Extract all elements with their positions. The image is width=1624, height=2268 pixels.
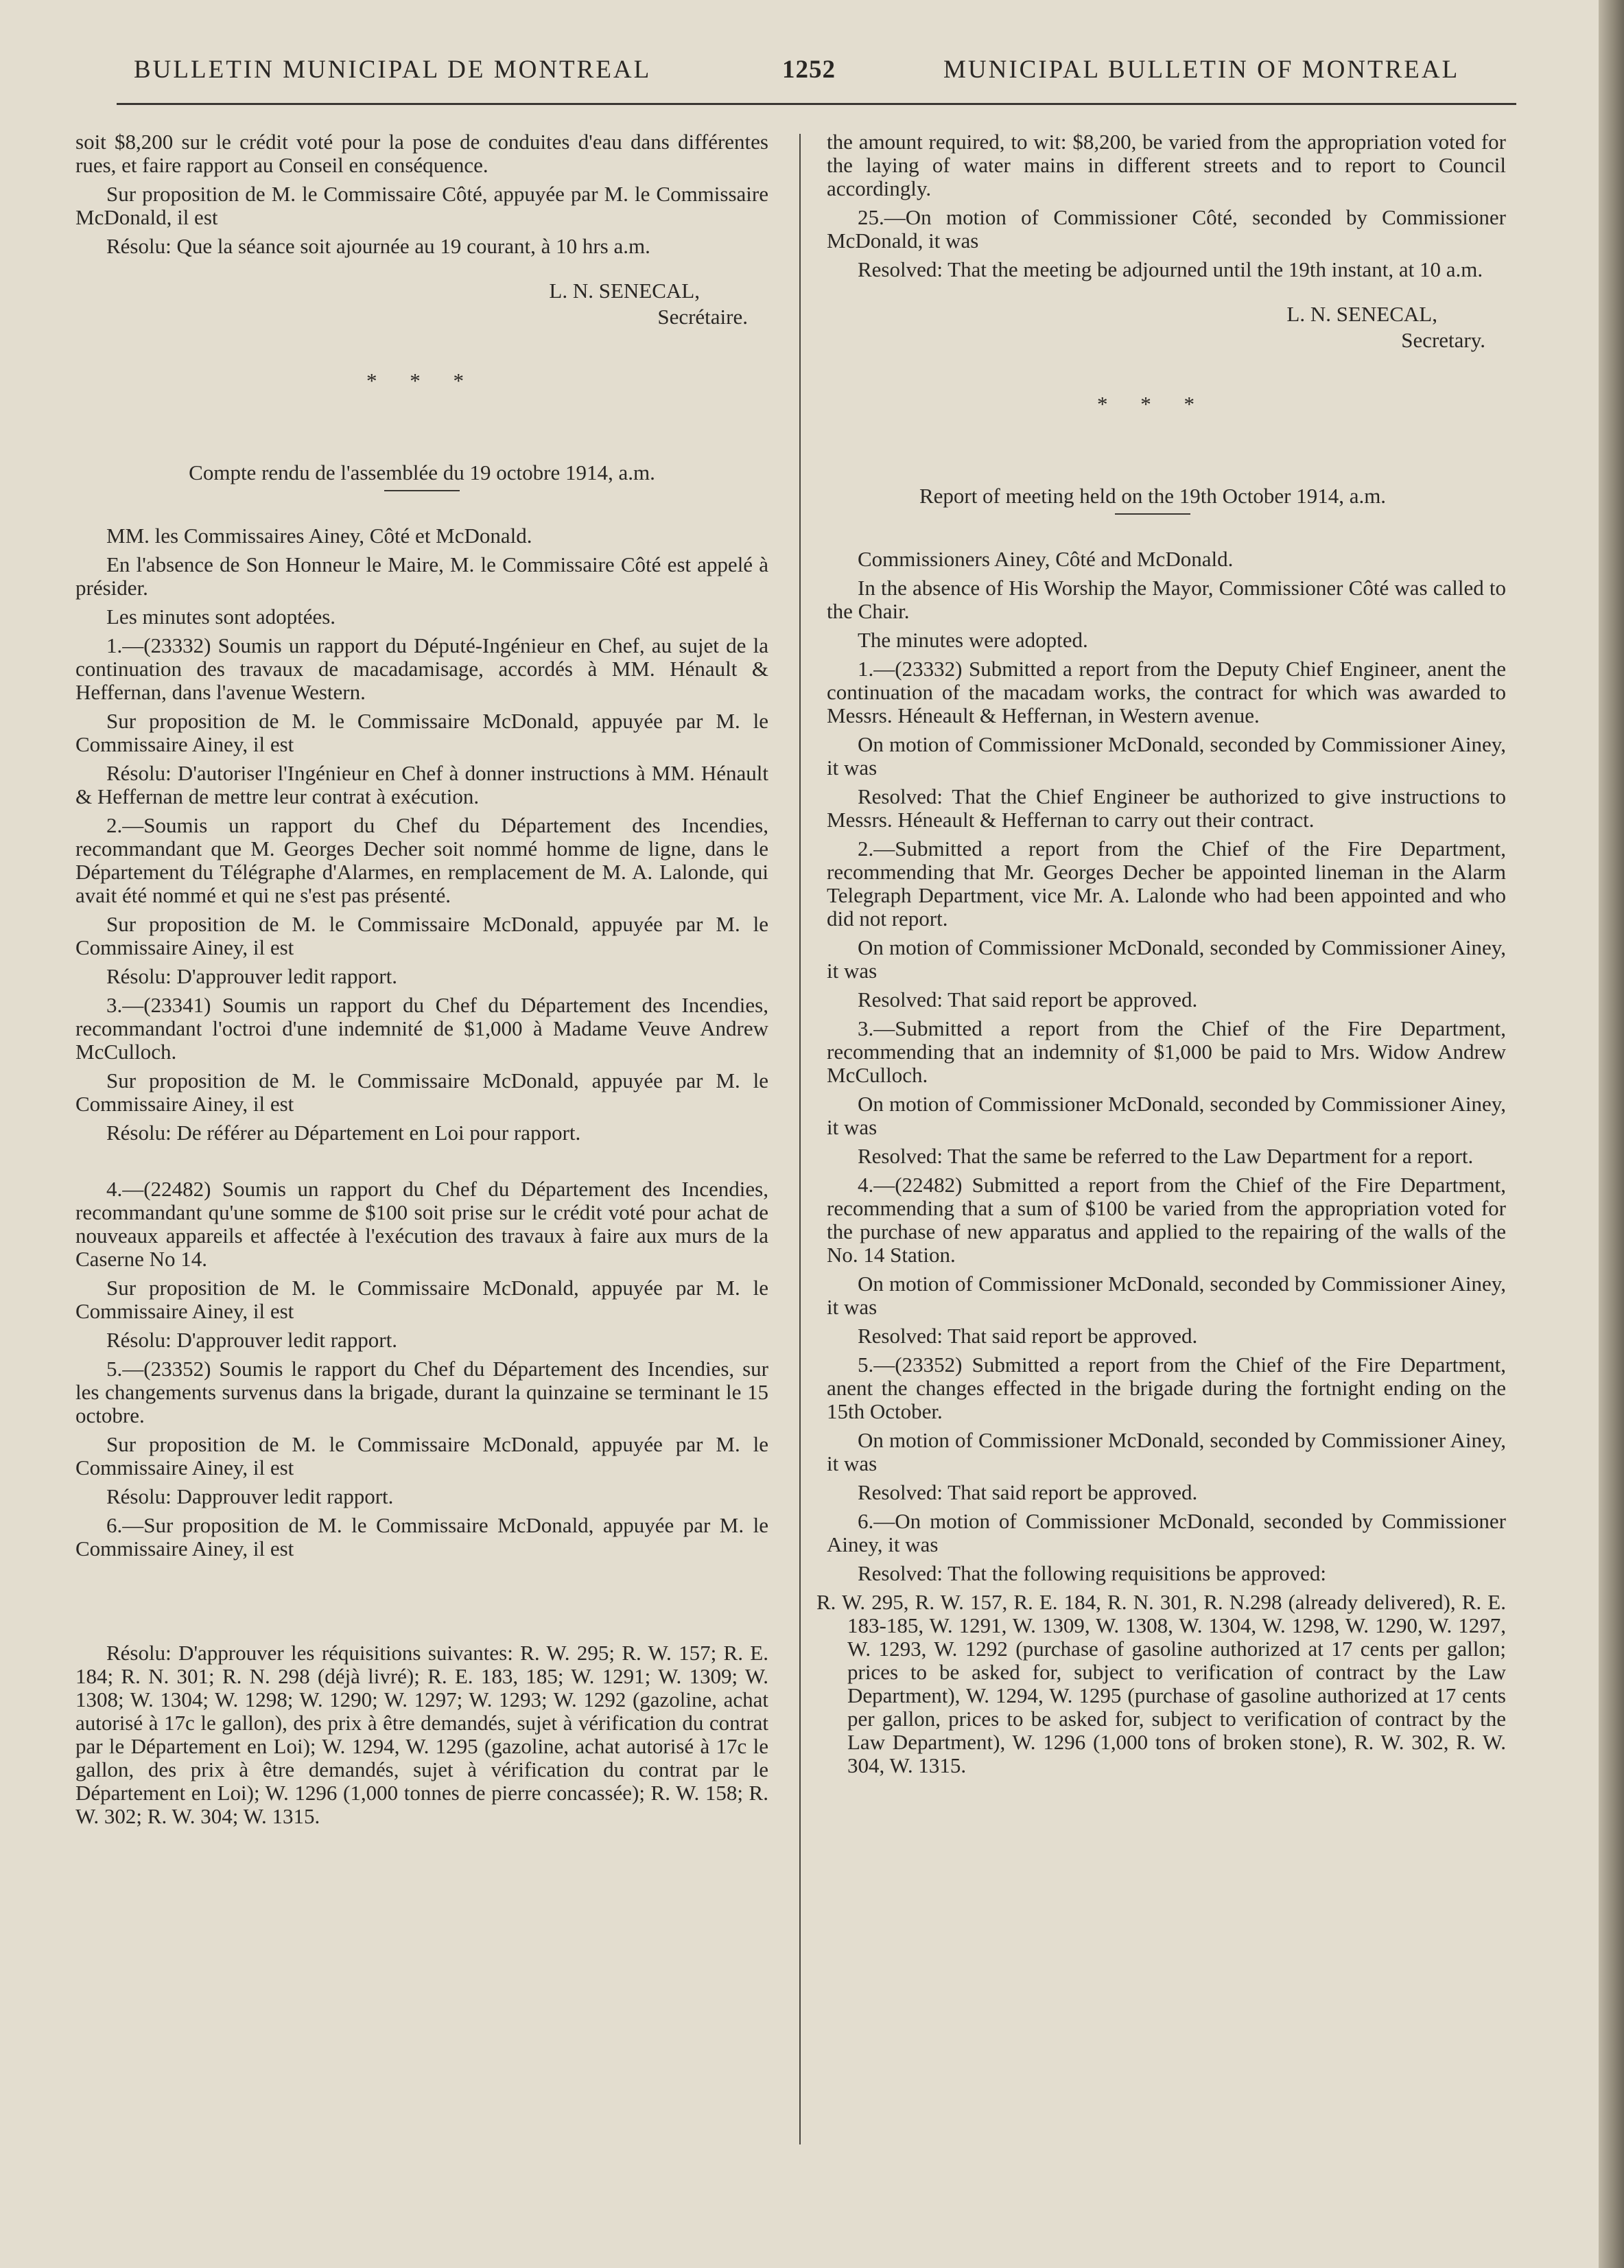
header-title-french: BULLETIN MUNICIPAL DE MONTREAL [134,56,652,84]
paragraph: Resolved: That the Chief Engineer be authorized to give instructions to Messrs. Héneault & Heffernan to carry out their contract. [827,784,1506,832]
paragraph: On motion of Commissioner McDonald, seconded by Commissioner Ainey, it was [827,1428,1506,1475]
spacer [75,1150,768,1178]
paragraph: Sur proposition de M. le Commissaire McDonald, appuyée par M. le Commissaire Ainey, il est [75,1432,768,1480]
header-rule [117,103,1516,105]
signature-role: Secretary. [1401,328,1485,352]
report-title: Compte rendu de l'assemblée du 19 octobre 1914, a.m. [189,460,655,484]
paragraph: Resolved: That said report be approved. [858,1324,1198,1348]
paragraph: On motion of Commissioner McDonald, seconded by Commissioner Ainey, it was [827,732,1506,780]
paragraph: Sur proposition de M. le Commissaire McDonald, appuyée par M. le Commissaire Ainey, il est [75,912,768,959]
report-title: Report of meeting held on the 19th October 1914, a.m. [919,484,1387,508]
paragraph: Résolu: D'autoriser l'Ingénieur en Chef à donner instructions à MM. Hénault & Heffernan de mettre leur contrat à exécution. [75,761,768,808]
english-column [799,130,1506,1783]
paragraph: 3.—Submitted a report from the Chief of the Fire Department, recommending that an indemnity of $1,000 be paid to Mrs. Widow Andrew McCulloch. [827,1016,1506,1087]
paragraph: En l'absence de Son Honneur le Maire, M. le Commissaire Côté est appelé à présider. [75,552,768,600]
signature-name: L. N. SENECAL, [549,279,700,303]
paragraph: Résolu: De référer au Département en Loi pour rapport. [106,1121,581,1145]
title-dash [1115,513,1190,515]
paragraph: 25.—On motion of Commissioner Côté, seconded by Commissioner McDonald, it was [827,205,1506,253]
paragraph: Résolu: D'approuver ledit rapport. [106,1328,397,1352]
paragraph: 2.—Submitted a report from the Chief of the Fire Department, recommending that Mr. Georges Decher be appointed lineman in the Alarm Telegraph Department, vice Mr. A. Lalonde who had been appointed and who did not report. [827,837,1506,931]
paragraph: Sur proposition de M. le Commissaire McDonald, appuyée par M. le Commissaire Ainey, il est [75,1276,768,1323]
paragraph: On motion of Commissioner McDonald, seconded by Commissioner Ainey, it was [827,1092,1506,1139]
paragraph: Résolu: Dapprouver ledit rapport. [106,1484,394,1508]
paragraph: 5.—(23352) Soumis le rapport du Chef du Département des Incendies, sur les changements survenus dans la brigade, durant la quinzaine se terminant le 15 octobre. [75,1357,768,1427]
signature-role: Secrétaire. [657,305,748,329]
paragraph: the amount required, to wit: $8,200, be varied from the appropriation voted for the laying of water mains in different streets and to report to Council accordingly. [827,130,1506,200]
paragraph: Résolu: Que la séance soit ajournée au 19 courant, à 10 hrs a.m. [106,234,650,258]
paragraph: Resolved: That the meeting be adjourned until the 19th instant, at 10 a.m. [858,257,1483,281]
paragraph: Resolved: That the following requisitions be approved: [858,1561,1327,1585]
paragraph: On motion of Commissioner McDonald, seconded by Commissioner Ainey, it was [827,935,1506,983]
page-number: 1252 [782,56,836,84]
french-column [75,130,768,1834]
paragraph: Resolved: That said report be approved. [858,1480,1198,1504]
page-header [134,55,1479,96]
paragraph: 1.—(23332) Soumis un rapport du Député-Ingénieur en Chef, au sujet de la continuation des travaux de macadamisage, accordés à MM. Hénault & Heffernan, dans l'avenue Western. [75,633,768,704]
paragraph: Resolved: That said report be approved. [858,987,1198,1012]
signature-name: L. N. SENECAL, [1286,302,1437,326]
paragraph: Sur proposition de M. le Commissaire McDonald, appuyée par M. le Commissaire Ainey, il est [75,1068,768,1116]
paragraph: 6.—Sur proposition de M. le Commissaire McDonald, appuyée par M. le Commissaire Ainey, il est [75,1513,768,1560]
paragraph: Sur proposition de M. le Commissaire McDonald, appuyée par M. le Commissaire Ainey, il est [75,709,768,756]
signature-block [75,279,748,329]
paragraph: On motion of Commissioner McDonald, seconded by Commissioner Ainey, it was [827,1272,1506,1319]
paragraph: soit $8,200 sur le crédit voté pour la pose de conduites d'eau dans différentes rues, et faire rapport au Conseil en conséquence. [75,130,768,177]
paragraph: 4.—(22482) Submitted a report from the Chief of the Fire Department, recommending that a sum of $100 be varied from the appropriation voted for the purchase of new apparatus and applied to the repairing of the walls of the No. 14 Station. [827,1173,1506,1267]
paragraph: 6.—On motion of Commissioner McDonald, seconded by Commissioner Ainey, it was [827,1509,1506,1556]
binding-edge [1599,0,1624,2268]
paragraph: MM. les Commissaires Ainey, Côté et McDonald. [106,524,532,548]
paragraph: 1.—(23332) Submitted a report from the Deputy Chief Engineer, anent the continuation of the macadam works, the contract for which was awarded to Messrs. Héneault & Heffernan, in Western avenue. [827,657,1506,727]
title-dash [384,490,460,491]
paragraph: Résolu: D'approuver ledit rapport. [106,964,397,988]
paragraph: The minutes were adopted. [858,628,1088,652]
paragraph: 5.—(23352) Submitted a report from the Chief of the Fire Department, anent the changes effected in the brigade during the fortnight ending on the 15th October. [827,1353,1506,1423]
paragraph: 4.—(22482) Soumis un rapport du Chef du Département des Incendies, recommandant qu'une somme de $100 soit prise sur le crédit voté pour achat de nouveaux appareils et affectée à l'exécution des travaux à faire aux murs de la Caserne No 14. [75,1177,768,1271]
paragraph: 2.—Soumis un rapport du Chef du Département des Incendies, recommandant que M. Georges Decher soit nommé homme de ligne, dans le Département du Télégraphe d'Alarmes, en remplacement de M. A. Lalonde, qui avait été nommé et qui ne s'est pas présenté. [75,813,768,907]
paragraph: Résolu: D'approuver les réquisitions suivantes: R. W. 295; R. W. 157; R. E. 184; R. N. 301; R. N. 298 (déjà livré); R. E. 183, 185; W. 1291; W. 1309; W. 1308; W. 1304; W. 1298; W. 1290; W. 1297; W. 1293; W. 1292 (gazoline, achat autorisé à 17c le gallon), des prix à être demandés, sujet à vérification du contrat par le Département en Loi); W. 1294, W. 1295 (gazoline, achat autorisé à 17c le gallon, des prix à être demandés, sujet à vérification du contrat par le Département en Loi); W. 1296 (1,000 tonnes de pierre concassée); R. W. 158; R. W. 302; R. W. 304; W. 1315. [75,1641,768,1828]
header-title-english: MUNICIPAL BULLETIN OF MONTREAL [943,56,1460,84]
signature-block [799,302,1485,353]
paragraph: 3.—(23341) Soumis un rapport du Chef du Département des Incendies, recommandant l'octroi d'une indemnité de $1,000 à Madame Veuve Andrew McCulloch. [75,993,768,1064]
paragraph: Commissioners Ainey, Côté and McDonald. [858,547,1234,571]
paragraph: Resolved: That the same be referred to the Law Department for a report. [858,1144,1474,1168]
paragraph: Les minutes sont adoptées. [106,605,336,629]
section-separator: * * * [1097,392,1208,416]
section-separator: * * * [366,369,478,393]
spacer [75,1566,768,1641]
paragraph: Sur proposition de M. le Commissaire Côté, appuyée par M. le Commissaire McDonald, il est [75,182,768,229]
requisition-list: R. W. 295, R. W. 157, R. E. 184, R. N. 301, R. N.298 (already delivered), R. E. 183-185, W. 1291, W. 1309, W. 1308, W. 1304, W. 1298, W. 1290, W. 1297, W. 1293, W. 1292 (purchase of gasoline authorized at 17 cents per gallon; prices to be asked for, subject to verification of contract by the Law Department), W. 1294, W. 1295 (purchase of gasoline authorized at 17 cents per gallon, prices to be asked for, subject to verification of contract by the Law Department), W. 1296 (1,000 tons of broken stone), R. W. 302, R. W. 304, W. 1315. [816,1590,1506,1777]
paragraph: In the absence of His Worship the Mayor, Commissioner Côté was called to the Chair. [827,576,1506,623]
